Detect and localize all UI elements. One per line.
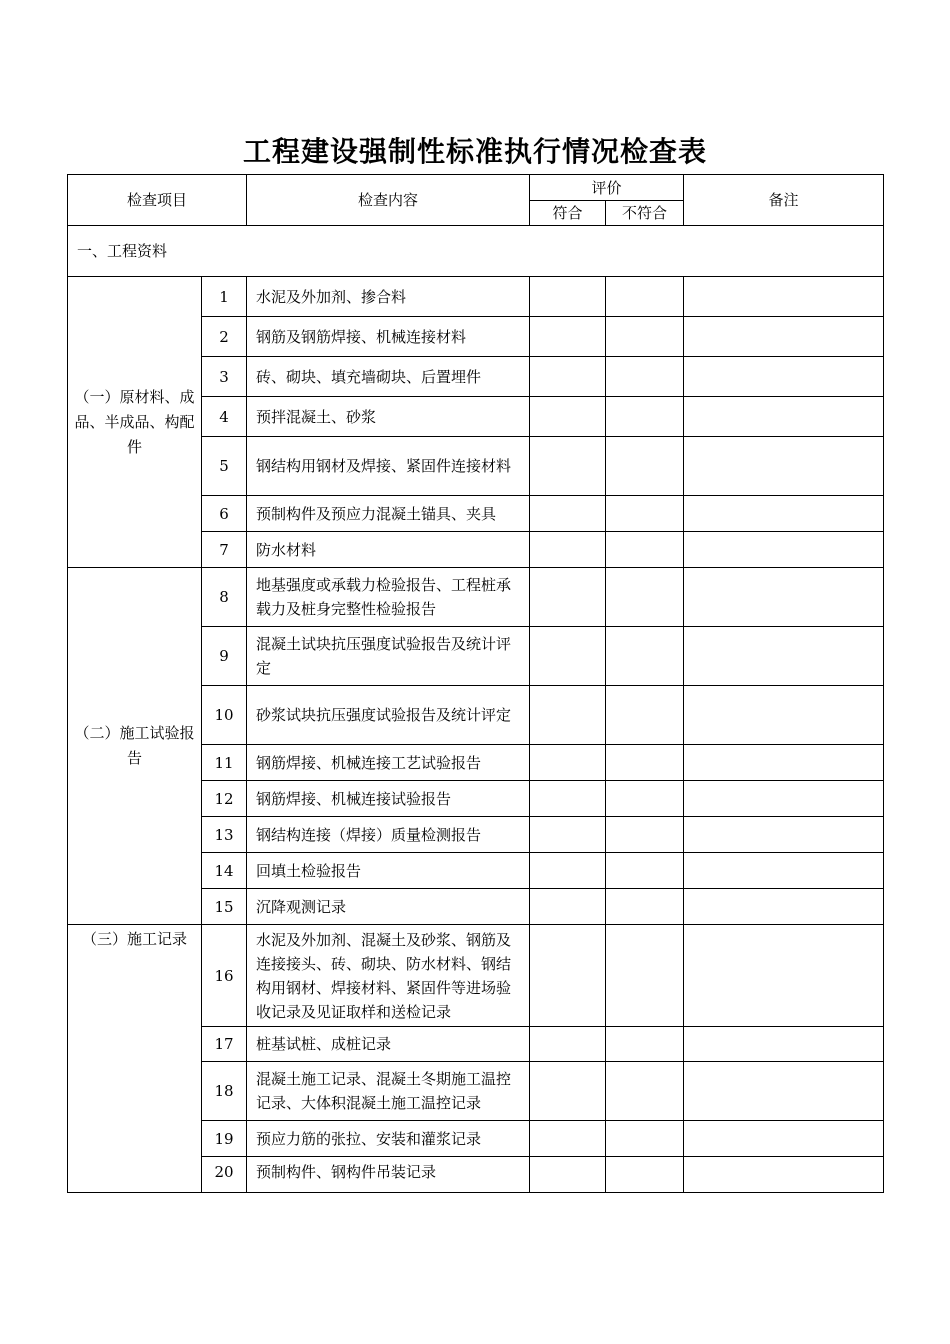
row-content: 防水材料 — [247, 532, 530, 568]
remarks-cell[interactable] — [684, 853, 884, 889]
header-remarks: 备注 — [684, 175, 884, 226]
not-conform-cell[interactable] — [606, 853, 684, 889]
row-number: 15 — [202, 889, 247, 925]
conform-cell[interactable] — [530, 357, 606, 397]
row-number: 11 — [202, 745, 247, 781]
row-content: 桩基试桩、成桩记录 — [247, 1027, 530, 1062]
not-conform-cell[interactable] — [606, 1027, 684, 1062]
conform-cell[interactable] — [530, 1157, 606, 1193]
row-number: 5 — [202, 437, 247, 496]
not-conform-cell[interactable] — [606, 817, 684, 853]
not-conform-cell[interactable] — [606, 317, 684, 357]
row-content: 预制构件、钢构件吊装记录 — [247, 1157, 530, 1193]
row-content: 混凝土施工记录、混凝土冬期施工温控记录、大体积混凝土施工温控记录 — [247, 1062, 530, 1121]
row-content: 地基强度或承载力检验报告、工程桩承载力及桩身完整性检验报告 — [247, 568, 530, 627]
group-label: （三）施工记录 — [68, 925, 202, 1193]
remarks-cell[interactable] — [684, 496, 884, 532]
not-conform-cell[interactable] — [606, 686, 684, 745]
header-check-item: 检查项目 — [68, 175, 247, 226]
section-title: 一、工程资料 — [68, 226, 884, 277]
group-label: （一）原材料、成品、半成品、构配件 — [68, 277, 202, 568]
row-number: 9 — [202, 627, 247, 686]
not-conform-cell[interactable] — [606, 568, 684, 627]
not-conform-cell[interactable] — [606, 781, 684, 817]
row-content: 预拌混凝土、砂浆 — [247, 397, 530, 437]
remarks-cell[interactable] — [684, 357, 884, 397]
page-title: 工程建设强制性标准执行情况检查表 — [242, 135, 707, 168]
not-conform-cell[interactable] — [606, 627, 684, 686]
not-conform-cell[interactable] — [606, 1062, 684, 1121]
row-content: 钢筋焊接、机械连接试验报告 — [247, 781, 530, 817]
remarks-cell[interactable] — [684, 925, 884, 1027]
remarks-cell[interactable] — [684, 397, 884, 437]
conform-cell[interactable] — [530, 277, 606, 317]
remarks-cell[interactable] — [684, 1062, 884, 1121]
remarks-cell[interactable] — [684, 568, 884, 627]
not-conform-cell[interactable] — [606, 745, 684, 781]
header-row — [68, 175, 884, 201]
conform-cell[interactable] — [530, 397, 606, 437]
header-not-conform: 不符合 — [606, 201, 684, 226]
row-number: 18 — [202, 1062, 247, 1121]
conform-cell[interactable] — [530, 745, 606, 781]
not-conform-cell[interactable] — [606, 437, 684, 496]
row-number: 10 — [202, 686, 247, 745]
row-content: 回填土检验报告 — [247, 853, 530, 889]
row-number: 2 — [202, 317, 247, 357]
row-content: 沉降观测记录 — [247, 889, 530, 925]
row-content: 钢筋焊接、机械连接工艺试验报告 — [247, 745, 530, 781]
row-number: 16 — [202, 925, 247, 1027]
row-number: 3 — [202, 357, 247, 397]
not-conform-cell[interactable] — [606, 357, 684, 397]
conform-cell[interactable] — [530, 496, 606, 532]
conform-cell[interactable] — [530, 627, 606, 686]
row-number: 7 — [202, 532, 247, 568]
remarks-cell[interactable] — [684, 686, 884, 745]
row-number: 19 — [202, 1121, 247, 1157]
conform-cell[interactable] — [530, 1027, 606, 1062]
conform-cell[interactable] — [530, 817, 606, 853]
remarks-cell[interactable] — [684, 889, 884, 925]
not-conform-cell[interactable] — [606, 1157, 684, 1193]
row-number: 1 — [202, 277, 247, 317]
row-content: 砖、砌块、填充墙砌块、后置埋件 — [247, 357, 530, 397]
not-conform-cell[interactable] — [606, 496, 684, 532]
conform-cell[interactable] — [530, 317, 606, 357]
conform-cell[interactable] — [530, 437, 606, 496]
remarks-cell[interactable] — [684, 817, 884, 853]
conform-cell[interactable] — [530, 853, 606, 889]
conform-cell[interactable] — [530, 568, 606, 627]
conform-cell[interactable] — [530, 1121, 606, 1157]
remarks-cell[interactable] — [684, 1121, 884, 1157]
row-number: 4 — [202, 397, 247, 437]
row-content: 水泥及外加剂、混凝土及砂浆、钢筋及连接接头、砖、砌块、防水材料、钢结构用钢材、焊接材料、紧固件等进场验收记录及见证取样和送检记录 — [247, 925, 530, 1027]
remarks-cell[interactable] — [684, 437, 884, 496]
remarks-cell[interactable] — [684, 317, 884, 357]
row-content: 预制构件及预应力混凝土锚具、夹具 — [247, 496, 530, 532]
conform-cell[interactable] — [530, 532, 606, 568]
conform-cell[interactable] — [530, 925, 606, 1027]
remarks-cell[interactable] — [684, 745, 884, 781]
row-content: 钢结构用钢材及焊接、紧固件连接材料 — [247, 437, 530, 496]
table-row — [68, 277, 884, 317]
section-row — [68, 226, 884, 277]
row-number: 20 — [202, 1157, 247, 1193]
group-label: （二）施工试验报告 — [68, 568, 202, 925]
remarks-cell[interactable] — [684, 627, 884, 686]
not-conform-cell[interactable] — [606, 532, 684, 568]
row-content: 钢结构连接（焊接）质量检测报告 — [247, 817, 530, 853]
not-conform-cell[interactable] — [606, 277, 684, 317]
row-content: 预应力筋的张拉、安装和灌浆记录 — [247, 1121, 530, 1157]
conform-cell[interactable] — [530, 889, 606, 925]
row-number: 13 — [202, 817, 247, 853]
not-conform-cell[interactable] — [606, 889, 684, 925]
remarks-cell[interactable] — [684, 781, 884, 817]
not-conform-cell[interactable] — [606, 397, 684, 437]
conform-cell[interactable] — [530, 1062, 606, 1121]
remarks-cell[interactable] — [684, 277, 884, 317]
remarks-cell[interactable] — [684, 1157, 884, 1193]
not-conform-cell[interactable] — [606, 925, 684, 1027]
header-evaluation: 评价 — [530, 175, 684, 201]
conform-cell[interactable] — [530, 686, 606, 745]
table-row — [68, 568, 884, 627]
row-number: 17 — [202, 1027, 247, 1062]
conform-cell[interactable] — [530, 781, 606, 817]
inspection-table — [67, 174, 884, 1193]
remarks-cell[interactable] — [684, 1027, 884, 1062]
row-number: 14 — [202, 853, 247, 889]
remarks-cell[interactable] — [684, 532, 884, 568]
row-content: 水泥及外加剂、掺合料 — [247, 277, 530, 317]
row-number: 12 — [202, 781, 247, 817]
row-number: 6 — [202, 496, 247, 532]
header-check-content: 检查内容 — [247, 175, 530, 226]
row-content: 砂浆试块抗压强度试验报告及统计评定 — [247, 686, 530, 745]
row-content: 钢筋及钢筋焊接、机械连接材料 — [247, 317, 530, 357]
table-row — [68, 925, 884, 1027]
not-conform-cell[interactable] — [606, 1121, 684, 1157]
row-number: 8 — [202, 568, 247, 627]
header-conform: 符合 — [530, 201, 606, 226]
row-content: 混凝土试块抗压强度试验报告及统计评定 — [247, 627, 530, 686]
